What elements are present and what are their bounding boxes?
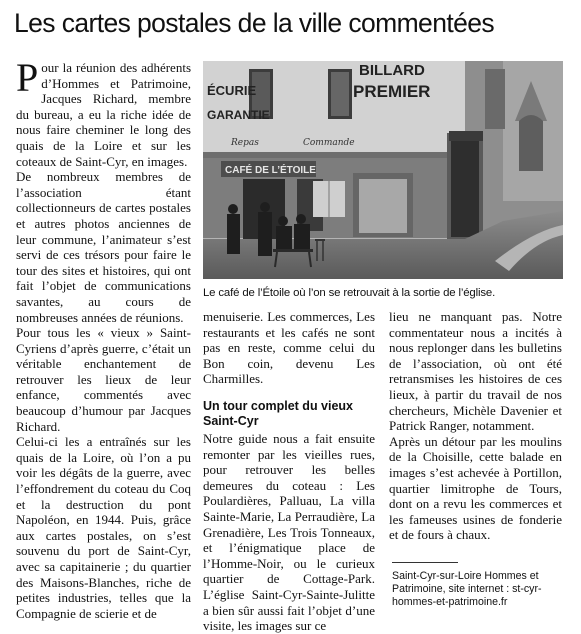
paragraph: De nombreux membres de l’association étant collectionneurs de cartes postales et autres photos anciennes de leur commune, l’animateur s’est servi de ces trésors pour faire le tour des sites et histoires, qui ont fait l’objet de communications savantes, au cours de nombreuses années de réunions. bbox=[16, 169, 191, 325]
credit-divider bbox=[392, 562, 458, 563]
paragraph bbox=[16, 55, 191, 169]
sign-garantie: GARANTIE bbox=[207, 108, 270, 122]
sign-ecurie: ÉCURIE bbox=[207, 83, 257, 98]
column-1 bbox=[16, 55, 191, 621]
headline: Les cartes postales de la ville commentées bbox=[14, 8, 495, 38]
article-photo bbox=[203, 61, 563, 279]
paragraph: Notre guide nous a fait ensuite remonter par les vieilles rues, pour retrouver les belles demeures du coteau : Les Poulardières, Palluau, La villa Sainte-Marie, La Perraudière, La Grenadière, Les Trois Tonneaux, et l’énigmatique place de l’Homme-Noir, ou le curieux quartier de Cottage-Park. L’église Saint-Cyr-Sainte-Julitte a bien sûr aussi fait l’objet d’une visite, les images sur ce bbox=[203, 430, 375, 634]
cafe-photo-illustration bbox=[203, 61, 563, 279]
photo-caption: Le café de l’Étoile où l’on se retrouvait à la sortie de l’église. bbox=[203, 287, 496, 299]
sign-repas: Repas bbox=[231, 138, 259, 148]
photo-credit: Saint-Cyr-sur-Loire Hommes et Patrimoine, site internet : st-cyr-hommes-et-patrimoine.fr bbox=[392, 570, 542, 608]
sign-premier: PREMIER bbox=[353, 82, 431, 101]
paragraph-text: our la réunion des adhérents d’Hommes et Patrimoine, Jacques Richard, membre du bureau, a eu la riche idée de nous faire cheminer le long des quais de la Loire et sur les coteaux de Saint-Cyr, en images. bbox=[16, 60, 191, 169]
column-3 bbox=[389, 309, 562, 543]
paragraph: Celui-ci les a entraînés sur les quais de la Loire, où l’on a pu voir les dégâts de la guerre, avec l’effondrement du coteau du Coq et la destruction du pont Napoléon, en 1944. Puis, grâce aux cartes postales, on s’est souvenu du port de Saint-Cyr, avec sa capitainerie ; du quartier des Maisons-Blanches, riche de petites industries, telles que la Compagnie de scierie et de bbox=[16, 434, 191, 621]
paragraph: menuiserie. Les commerces, Les restaurants et les cafés ne sont pas en reste, comme celui du Bon coin, devenu Les Charmilles. bbox=[203, 309, 375, 387]
drop-cap: P bbox=[16, 55, 39, 100]
subheading: Un tour complet du vieux Saint-Cyr bbox=[203, 398, 354, 428]
sign-commande: Commande bbox=[303, 138, 355, 148]
paragraph: Pour tous les « vieux » Saint-Cyriens d’après guerre, c’était un véritable enchantement de retrouver les lieux de leur enfance, commentés avec beaucoup d’humour par Jacques Richard. bbox=[16, 325, 191, 434]
sign-cafe-etoile: CAFÉ DE L’ÉTOILE bbox=[225, 165, 316, 176]
sign-billard: BILLARD bbox=[359, 62, 425, 79]
paragraph: Après un détour par les moulins de la Choisille, cette balade en images s’est achevée à Portillon, quartier limitrophe de Tours, dont on a revu les commerces et les fameuses usines de fonderie et de fours à chaux. bbox=[389, 433, 562, 543]
paragraph: lieu ne manquant pas. Notre commentateur nous a incités à nous replonger dans les bulletins de l’association, où ont été retransmises les histoires de ces lieux, à partir du travail de nos chercheurs, Michèle Davenier et Patrick Ranger, notamment. bbox=[389, 309, 562, 434]
column-2 bbox=[203, 309, 375, 634]
